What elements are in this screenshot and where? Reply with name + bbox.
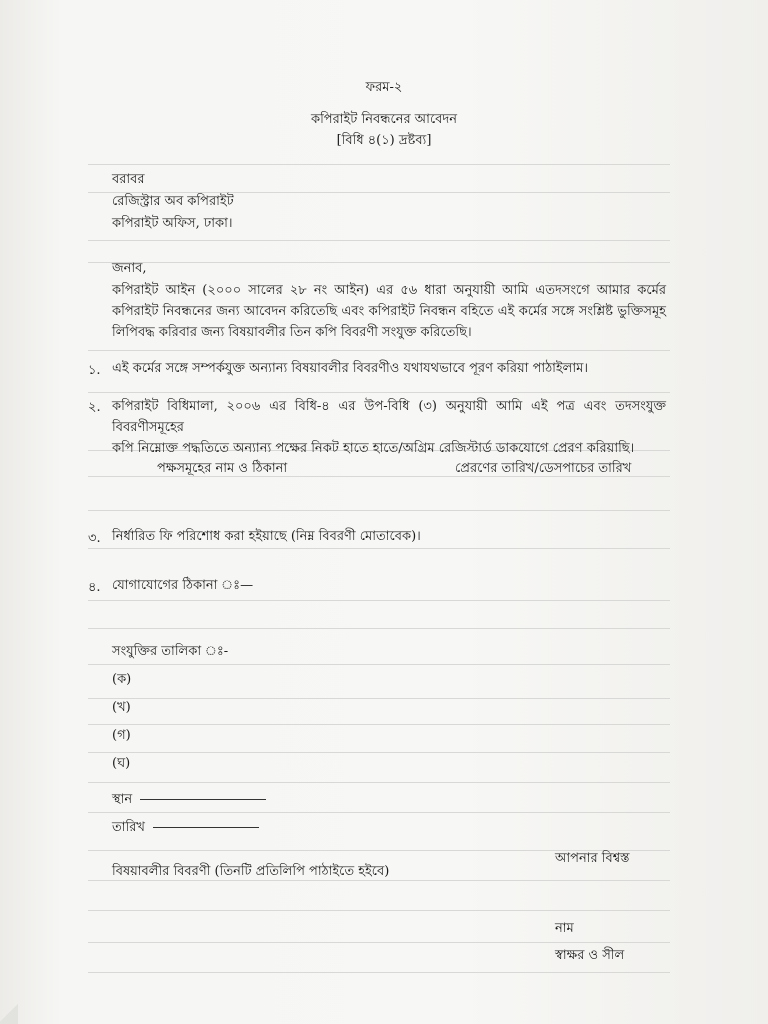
attachment-item-kha: (খ) — [112, 700, 131, 715]
statement-note: বিষয়াবলীর বিবরণী (তিনটি প্রতিলিপি পাঠাইতে হইবে) — [112, 864, 390, 879]
intro-paragraph — [112, 280, 666, 343]
item-2-line: কপিরাইট বিধিমালা, ২০০৬ এর বিধি-৪ এর উপ-বিধি (৩) অনুযায়ী আমি এই পত্র এবং তদসংযুক্ত বিবরণীসমূহের — [112, 399, 666, 435]
item-2-line: কপি নিম্নোক্ত পদ্ধতিতে অন্যান্য পক্ষের নিকট হাতে হাতে/অগ্রিম রেজিস্টার্ড ডাকযোগে প্রেরণ করিয়াছি। — [112, 441, 635, 456]
item-3-text: নির্ধারিত ফি পরিশোধ করা হইয়াছে (নিম্ন বিবরণী মোতাবেক)। — [112, 529, 421, 544]
parties-date-header: প্রেরণের তারিখ/ডেসপাচের তারিখ — [455, 461, 632, 476]
attachment-item-ga: (গ) — [112, 728, 131, 743]
intro-line: লিপিবদ্ধ করিবার জন্য বিষয়াবলীর তিন কপি বিবরণী সংযুক্ত করিতেছি। — [112, 325, 472, 340]
attachment-item-gha: (ঘ) — [112, 756, 131, 771]
name-label: নাম — [555, 921, 574, 936]
item-2-text — [112, 396, 666, 459]
signature-label: স্বাক্ষর ও সীল — [555, 948, 625, 963]
item-2-number: ২. — [88, 400, 101, 415]
intro-line: কপিরাইট আইন (২০০০ সালের ২৮ নং আইন) এর ৫৬ ধারা অনুযায়ী আমি এতদসংগে আমার কর্মের — [112, 283, 666, 298]
salutation: জনাব, — [112, 261, 147, 276]
place-blank — [140, 799, 266, 800]
item-4-text: যোগাযোগের ঠিকানা ঃ— — [112, 578, 254, 593]
closing-text: আপনার বিশ্বস্ত — [555, 851, 630, 866]
form-title: কপিরাইট নিবন্ধনের আবেদন — [310, 112, 458, 127]
item-1-text: এই কর্মের সঙ্গে সম্পর্কযুক্ত অন্যান্য বিষয়াবলীর বিবরণীও যথাযথভাবে পূরণ করিয়া পাঠাইলাম। — [112, 361, 589, 376]
item-3-number: ৩. — [88, 531, 101, 546]
form-number: ফরম-২ — [365, 80, 403, 95]
date-blank — [153, 827, 259, 828]
item-4-number: ৪. — [88, 580, 101, 595]
date-field — [112, 820, 259, 836]
item-1-number: ১. — [88, 363, 101, 378]
date-label: তারিখ — [112, 820, 145, 835]
parties-name-header: পক্ষসমূহের নাম ও ঠিকানা — [157, 461, 288, 476]
place-field — [112, 792, 266, 808]
addressee-to: বরাবর — [112, 172, 145, 187]
attachment-item-ka: (ক) — [112, 672, 132, 687]
place-label: স্থান — [112, 792, 133, 807]
intro-line: কপিরাইট নিবন্ধনের জন্য আবেদন করিতেছি এবং কপিরাইট নিবন্ধন বহিতে এই কর্মের সঙ্গে সংশ্লিষ্ট ভুক্তিসমূহ — [112, 304, 666, 319]
attachments-heading: সংযুক্তির তালিকা ঃ- — [112, 644, 229, 659]
page-corner — [0, 1002, 18, 1024]
addressee-line1: রেজিস্ট্রার অব কপিরাইট — [112, 194, 234, 209]
rule-reference: [বিধি ৪(১) দ্রষ্টব্য] — [336, 133, 432, 148]
addressee-line2: কপিরাইট অফিস, ঢাকা। — [112, 216, 233, 231]
